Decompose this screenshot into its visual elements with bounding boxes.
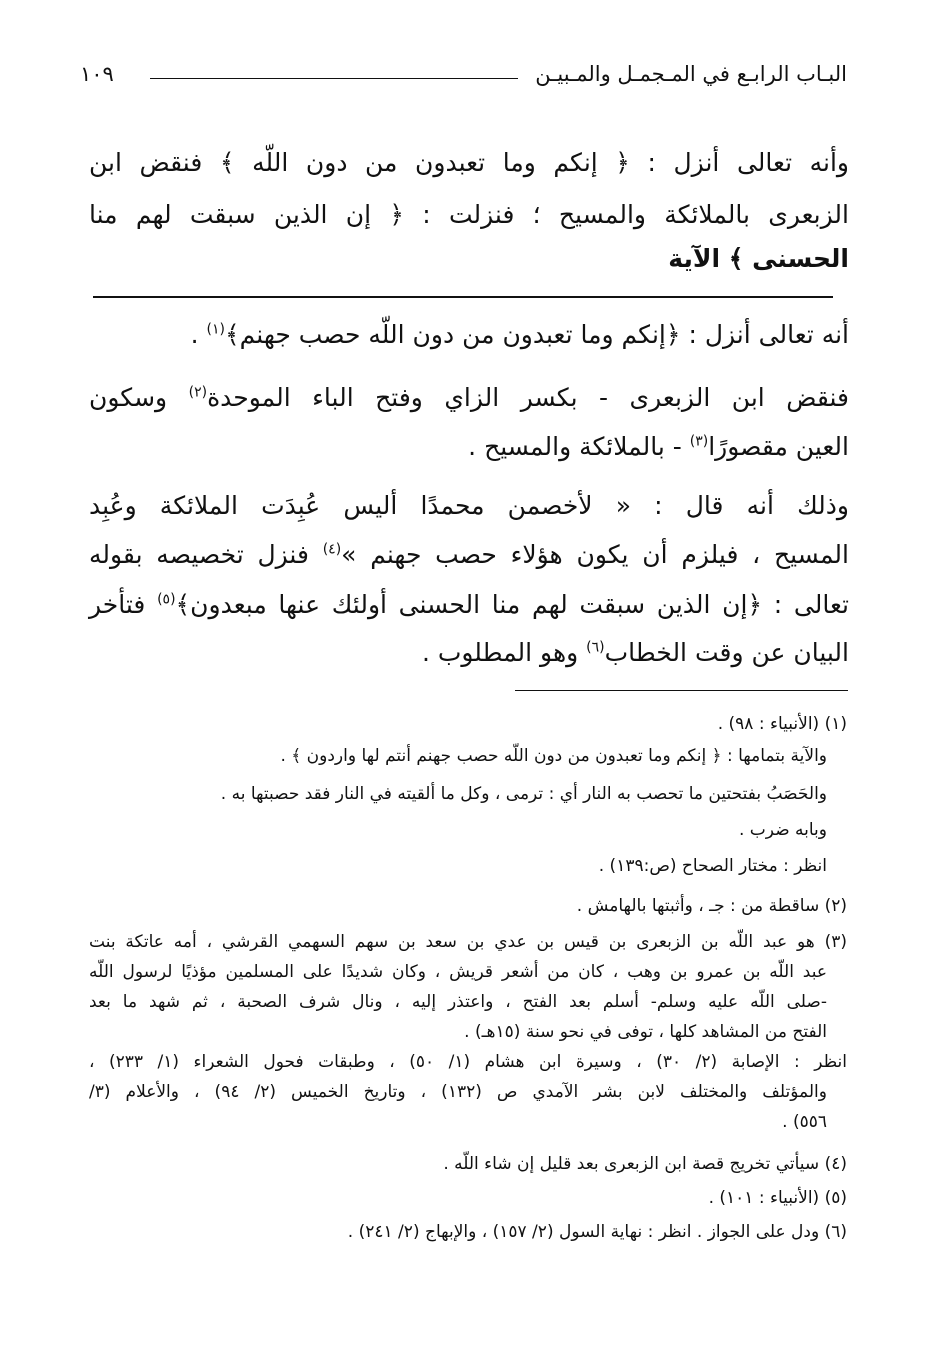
- footnote-ref-4[interactable]: (٤): [322, 541, 342, 558]
- header-rule: [150, 78, 518, 79]
- footnote-1-line-1: (١) (الأنبياء : ٩٨) .: [717, 714, 847, 734]
- footnote-ref-2[interactable]: (٢): [188, 384, 208, 401]
- body-line-7: [89, 640, 849, 665]
- quote-line-2: الزبعرى بالملائكة والمسيح ؛ فنزلت : ﴿ إن الذين سبقت لهم منا: [89, 200, 849, 229]
- footnote-2: (٢) ساقطة من : جـ ، وأثبتها بالهامش .: [576, 896, 847, 916]
- footnote-ref-5[interactable]: (٥): [157, 591, 176, 608]
- footnote-5: (٥) (الأنبياء : ١٠١) .: [708, 1188, 847, 1208]
- body-text: العين مقصورًا: [708, 432, 849, 461]
- section-divider: [93, 296, 833, 298]
- body-text: فتأخر: [89, 590, 158, 619]
- footnote-3-line-5: انظر : الإصابة (٢/ ٣٠) ، وسيرة ابن هشام (١/ ٥٠) ، وطبقات فحول الشعراء (١/ ٢٣٣) ،: [89, 1052, 848, 1072]
- footnote-3-line-6: والمؤتلف والمختلف لابن بشر الآمدي ص (١٣٢) ، وتاريخ الخميس (٢/ ٩٤) ، والأعلام (٣/: [89, 1082, 827, 1102]
- footnote-1-line-5: انظر : مختار الصحاح (ص:١٣٩) .: [598, 856, 827, 876]
- body-line-3: [89, 434, 849, 459]
- body-text: - بالملائكة والمسيح .: [468, 432, 690, 461]
- footnote-ref-6[interactable]: (٦): [586, 639, 605, 656]
- body-text: فنزل تخصيصه بقوله: [89, 540, 323, 569]
- footnote-3-line-2: عبد اللّه بن عمرو بن وهب ، كان من أشعر قريش ، وكان شديدًا على المسلمين مؤذيًا لرسول اللّه: [89, 962, 827, 982]
- body-text: المسيح ، فيلزم أن يكون هؤلاء حصب جهنم »: [341, 540, 849, 569]
- footnote-3-line-1: (٣) هو عبد اللّه بن الزبعرى بن قيس بن عدي بن سعد بن سهم السهمي القرشي ، أمه عاتكة بنت: [89, 932, 847, 952]
- body-text: .: [190, 320, 207, 349]
- footnote-3-line-7: ٥٥٦) .: [782, 1112, 827, 1132]
- footnote-ref-3[interactable]: (٣): [689, 433, 709, 450]
- body-text: البيان عن وقت الخطاب: [604, 638, 849, 667]
- footnote-6: (٦) ودل على الجواز . انظر : نهاية السول (٢/ ١٥٧) ، والإبهاج (٢/ ٢٤١) .: [347, 1222, 847, 1242]
- body-text: أنه تعالى أنزل : ﴿إنكم وما تعبدون من دون اللّه حصب جهنم﴾: [224, 320, 849, 349]
- footnote-1-line-4: وبابه ضرب .: [739, 820, 827, 840]
- body-text: وهو المطلوب .: [421, 638, 587, 667]
- footnote-3-line-3: -صلى اللّه عليه وسلم- أسلم بعد الفتح ، واعتذر إليه ، ونال شرف الصحبة ، ثم شهد ما بعد: [89, 992, 827, 1012]
- body-line-5: [89, 542, 849, 567]
- body-line-2: [89, 385, 849, 410]
- footnote-1-line-2: والآية بتمامها : ﴿ إنكم وما تعبدون من دون اللّه حصب جهنم أنتم لها واردون ﴾ .: [280, 746, 827, 766]
- footnote-separator: [515, 690, 848, 691]
- body-text: فنقض ابن الزبعرى - بكسر الزاي وفتح الباء الموحدة: [207, 383, 849, 412]
- body-text: تعالى : ﴿إن الذين سبقت لهم منا الحسنى أولئك عنها مبعدون﴾: [175, 590, 850, 619]
- body-line-4: وذلك أنه قال : « لأخصمن محمدًا أليس عُبِدَت الملائكة وعُبِد: [89, 491, 849, 520]
- quote-line-3: الحسنى ﴾ الآية: [668, 244, 849, 273]
- body-line-6: [89, 592, 849, 617]
- quote-line-1: وأنه تعالى أنزل : ﴿ إنكم وما تعبدون من دون اللّه ﴾ فنقض ابن: [89, 148, 849, 177]
- footnote-3-line-4: الفتح من المشاهد كلها ، توفى في نحو سنة (١٥هـ) .: [464, 1022, 827, 1042]
- footnote-1-line-3: والحَصَبُ بفتحتين ما تحصب به النار أي : ترمى ، وكل ما ألقيته في النار فقد حصبتها به .: [220, 784, 827, 804]
- page-number: ١٠٩: [80, 62, 114, 86]
- running-header-title: البـاب الرابـع في المـجمـل والمـبيـن: [535, 62, 847, 86]
- footnote-ref-1[interactable]: (١): [206, 321, 225, 338]
- body-line-1: [89, 322, 849, 347]
- footnote-4: (٤) سيأتي تخريج قصة ابن الزبعرى بعد قليل إن شاء اللّه .: [443, 1154, 847, 1174]
- body-text: وسكون: [89, 383, 189, 412]
